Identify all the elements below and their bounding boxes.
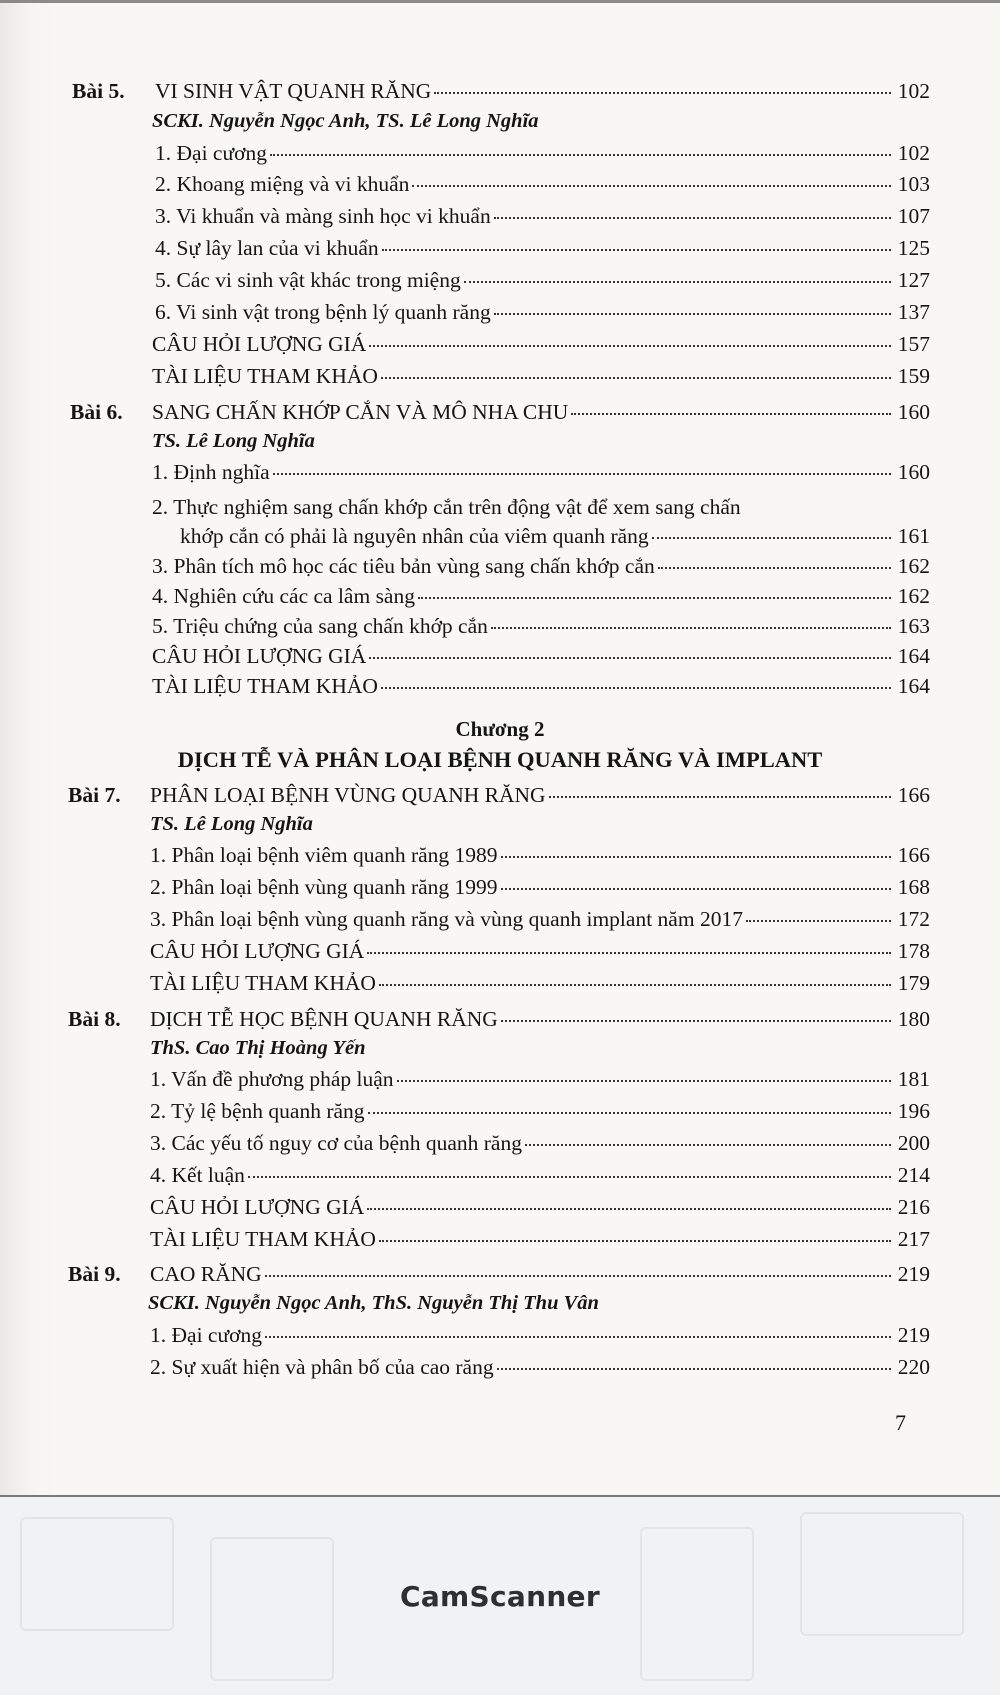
toc-entry: TÀI LIỆU THAM KHẢO 179 bbox=[150, 971, 930, 995]
lesson-8-number: Bài 8. bbox=[68, 1007, 121, 1031]
toc-entry: 6. Vi sinh vật trong bệnh lý quanh răng 137 bbox=[155, 300, 930, 324]
lesson-9-number: Bài 9. bbox=[68, 1262, 121, 1286]
lesson-7-author: TS. Lê Long Nghĩa bbox=[150, 813, 313, 835]
lesson-5-number: Bài 5. bbox=[72, 79, 125, 103]
toc-entry: 1. Đại cương 102 bbox=[155, 141, 930, 165]
lesson-6-title-line bbox=[152, 400, 930, 425]
lesson-5-page: 102 bbox=[897, 79, 930, 103]
lesson-8-title: DỊCH TỄ HỌC BỆNH QUANH RĂNG bbox=[150, 1007, 498, 1031]
toc-entry: 1. Định nghĩa 160 bbox=[152, 460, 930, 484]
lesson-9-author: SCKI. Nguyễn Ngọc Anh, ThS. Nguyễn Thị Thu Vân bbox=[148, 1292, 599, 1314]
toc-entry: 4. Sự lây lan của vi khuẩn 125 bbox=[155, 236, 930, 260]
toc-entry: 4. Kết luận 214 bbox=[150, 1163, 930, 1187]
toc-entry: 3. Vi khuẩn và màng sinh học vi khuẩn 107 bbox=[155, 204, 930, 228]
toc-entry: 1. Đại cương 219 bbox=[150, 1323, 930, 1347]
lesson-5-author: SCKI. Nguyễn Ngọc Anh, TS. Lê Long Nghĩa bbox=[152, 110, 539, 132]
lesson-9-page: 219 bbox=[897, 1262, 930, 1286]
toc-entry: CÂU HỎI LƯỢNG GIÁ 216 bbox=[150, 1195, 930, 1219]
toc-entry-continued: 2. Thực nghiệm sang chấn khớp cắn trên động vật để xem sang chấn bbox=[152, 495, 741, 519]
lesson-7-title: PHÂN LOẠI BỆNH VÙNG QUANH RĂNG bbox=[150, 783, 546, 807]
toc-entry: CÂU HỎI LƯỢNG GIÁ 178 bbox=[150, 939, 930, 963]
toc-entry: CÂU HỎI LƯỢNG GIÁ 164 bbox=[152, 644, 930, 668]
toc-entry: khớp cắn có phải là nguyên nhân của viêm quanh răng 161 bbox=[180, 524, 930, 548]
toc-entry: 1. Vấn đề phương pháp luận 181 bbox=[150, 1067, 930, 1091]
chapter-label: Chương 2 bbox=[455, 717, 545, 741]
toc-entry: TÀI LIỆU THAM KHẢO 164 bbox=[152, 674, 930, 698]
lesson-6-title: SANG CHẤN KHỚP CẮN VÀ MÔ NHA CHU bbox=[152, 400, 569, 424]
toc-entry: 3. Phân tích mô học các tiêu bản vùng sang chấn khớp cắn 162 bbox=[152, 554, 930, 578]
scanner-footer bbox=[0, 1497, 1000, 1695]
lesson-5-title: VI SINH VẬT QUANH RĂNG bbox=[155, 79, 432, 103]
lesson-7-number: Bài 7. bbox=[68, 783, 121, 807]
lesson-9-title-line bbox=[150, 1262, 930, 1287]
toc-entry: 2. Sự xuất hiện và phân bố của cao răng 220 bbox=[150, 1355, 930, 1379]
toc-entry: 2. Khoang miệng và vi khuẩn 103 bbox=[155, 172, 930, 196]
watermark-decoration bbox=[800, 1512, 964, 1636]
watermark-decoration bbox=[20, 1517, 174, 1631]
toc-entry: 5. Triệu chứng của sang chấn khớp cắn 163 bbox=[152, 614, 930, 638]
toc-entry: 2. Tỷ lệ bệnh quanh răng 196 bbox=[150, 1099, 930, 1123]
toc-entry: 3. Các yếu tố nguy cơ của bệnh quanh răng 200 bbox=[150, 1131, 930, 1155]
toc-entry: 3. Phân loại bệnh vùng quanh răng và vùng quanh implant năm 2017 172 bbox=[150, 907, 930, 931]
chapter-title: DỊCH TỄ VÀ PHÂN LOẠI BỆNH QUANH RĂNG VÀ IMPLANT bbox=[177, 747, 823, 772]
lesson-7-title-line bbox=[150, 783, 930, 808]
lesson-5-title-line bbox=[155, 79, 930, 104]
toc-entry: 5. Các vi sinh vật khác trong miệng 127 bbox=[155, 268, 930, 292]
toc-entry: TÀI LIỆU THAM KHẢO 217 bbox=[150, 1227, 930, 1251]
camscanner-watermark: CamScanner bbox=[400, 1580, 600, 1613]
lesson-9-title: CAO RĂNG bbox=[150, 1262, 262, 1286]
toc-entry: CÂU HỎI LƯỢNG GIÁ 157 bbox=[152, 332, 930, 356]
toc-entry: TÀI LIỆU THAM KHẢO 159 bbox=[152, 364, 930, 388]
toc-entry: 4. Nghiên cứu các ca lâm sàng 162 bbox=[152, 584, 930, 608]
lesson-8-title-line bbox=[150, 1007, 930, 1032]
lesson-7-page: 166 bbox=[897, 783, 930, 807]
lesson-8-author: ThS. Cao Thị Hoàng Yến bbox=[150, 1037, 366, 1059]
toc-entry: 2. Phân loại bệnh vùng quanh răng 1999 168 bbox=[150, 875, 930, 899]
lesson-8-page: 180 bbox=[897, 1007, 930, 1031]
page-number: 7 bbox=[895, 1410, 906, 1435]
page-top-edge bbox=[0, 0, 1000, 3]
lesson-6-page: 160 bbox=[897, 400, 930, 424]
toc-entry: 1. Phân loại bệnh viêm quanh răng 1989 166 bbox=[150, 843, 930, 867]
lesson-6-author: TS. Lê Long Nghĩa bbox=[152, 430, 315, 452]
lesson-6-number: Bài 6. bbox=[70, 400, 123, 424]
